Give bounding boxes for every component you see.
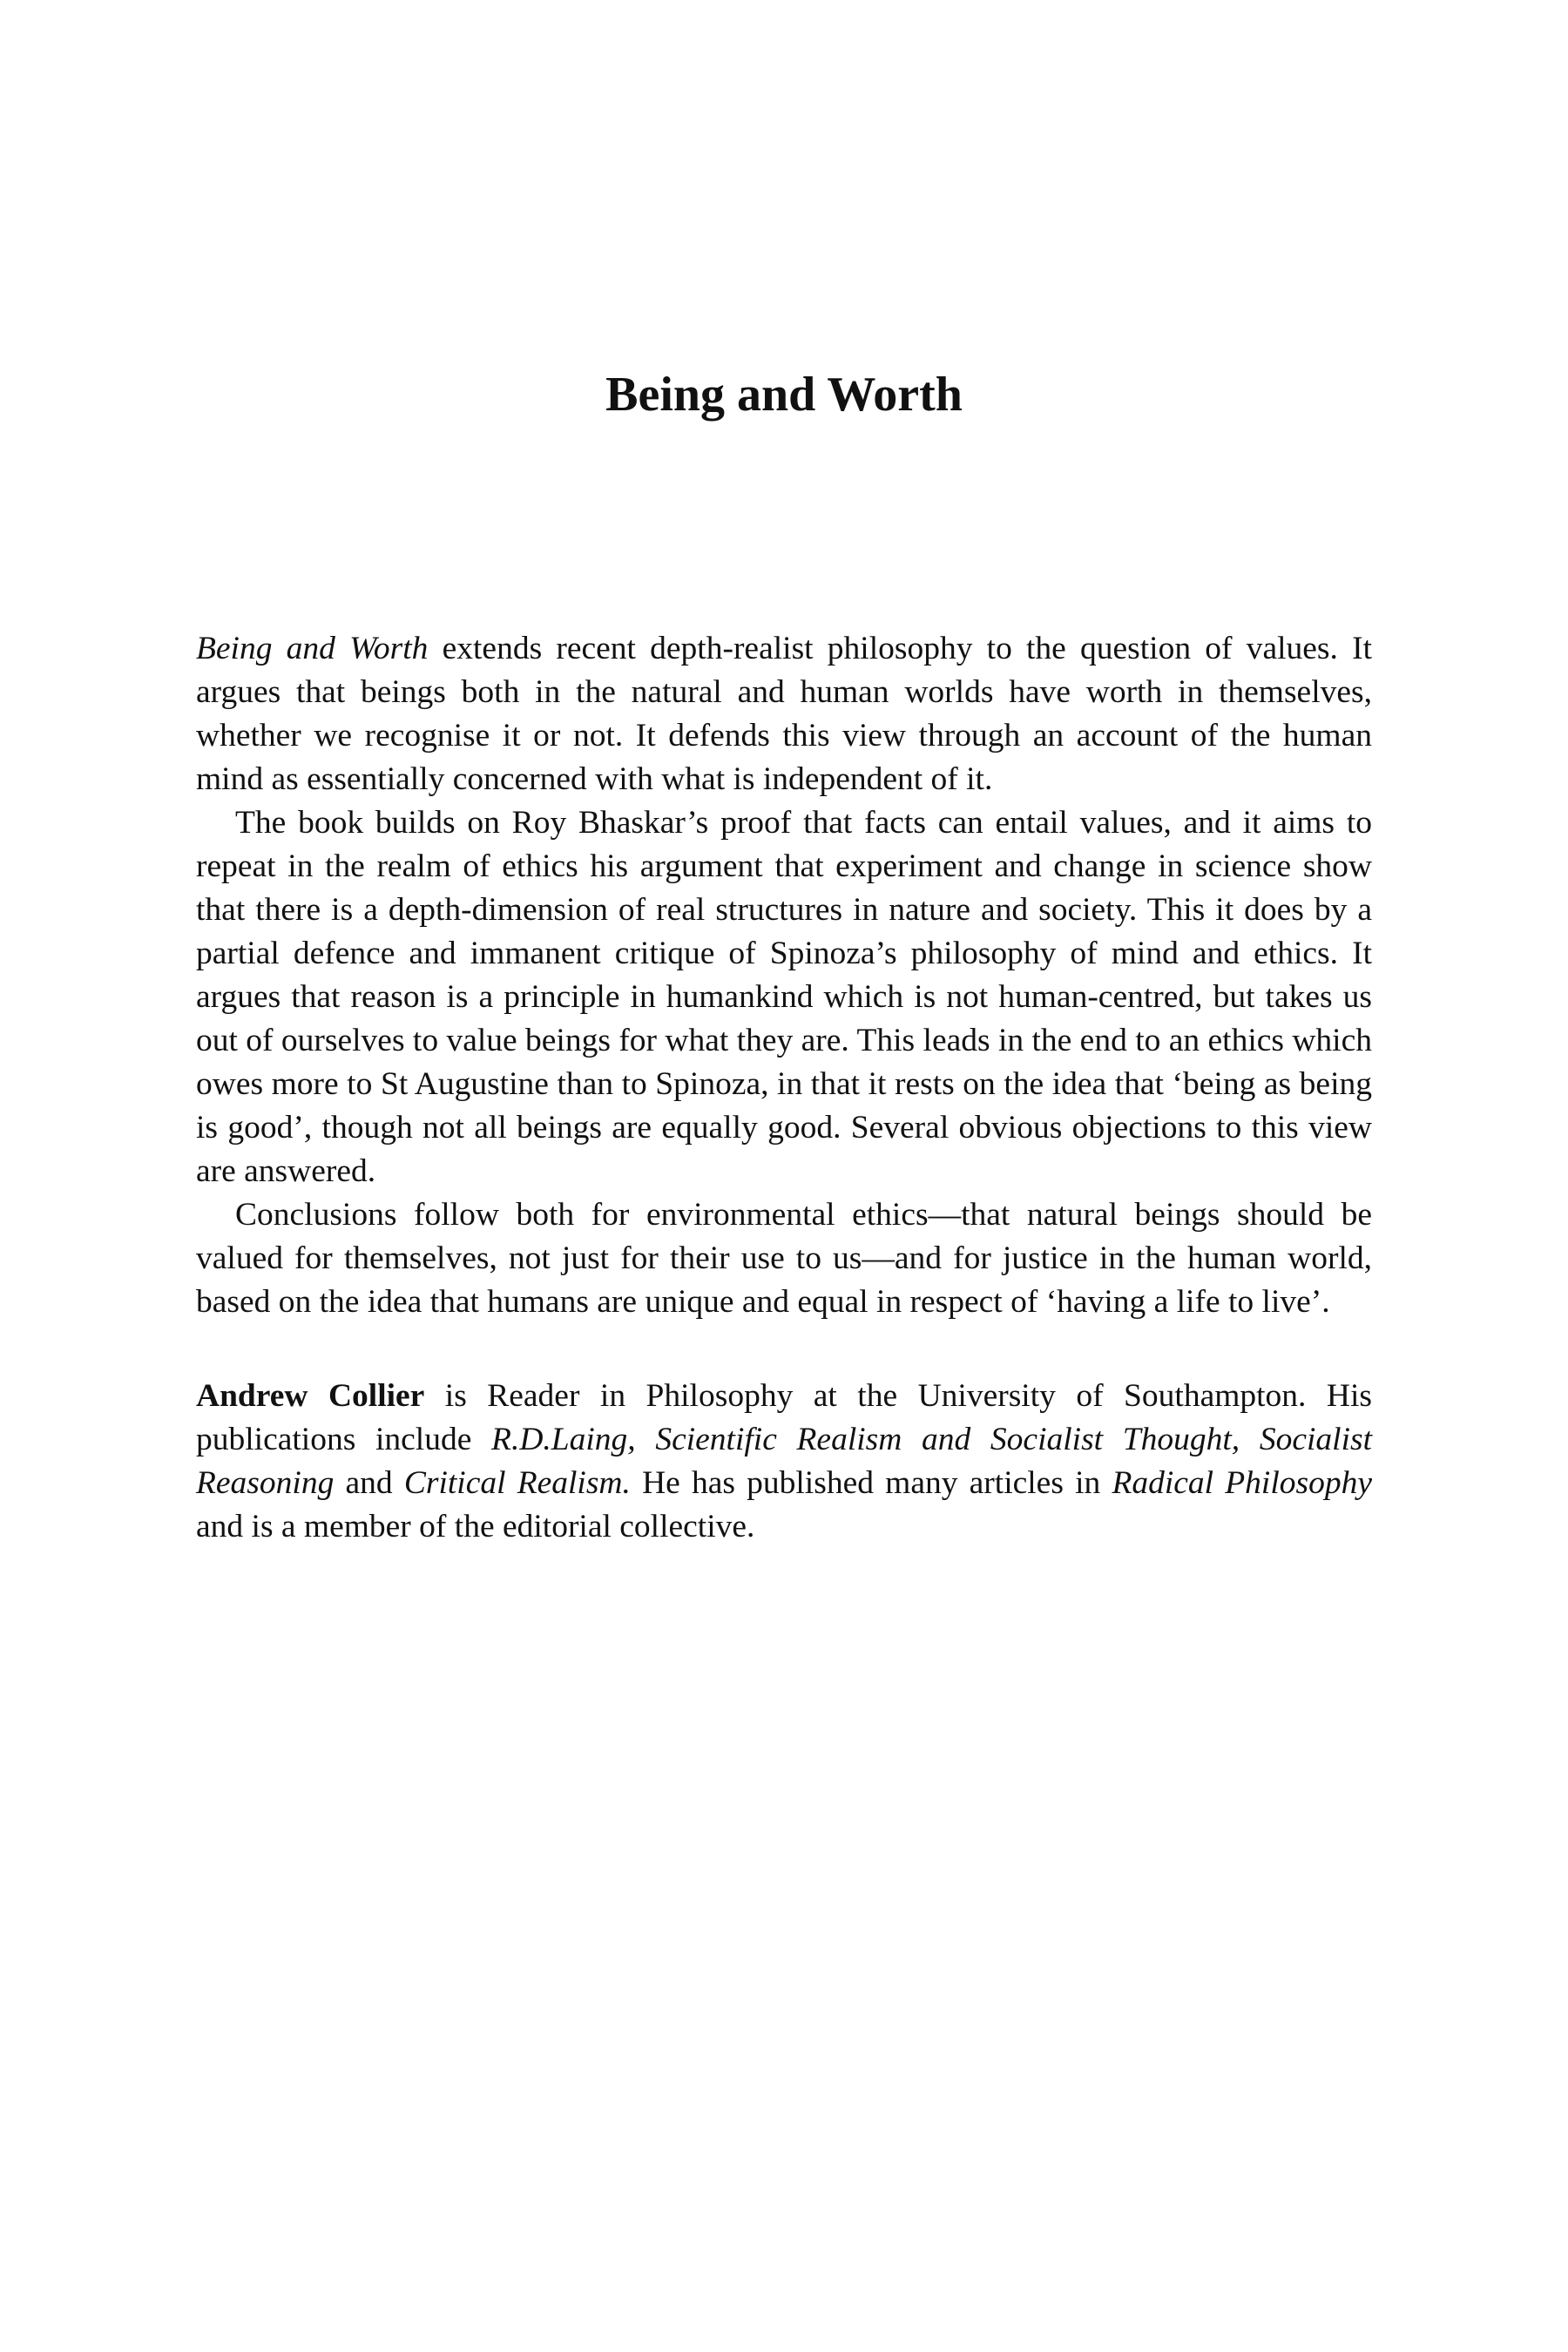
book-description bbox=[196, 627, 1372, 1549]
work-title-2: Socialist Reasoning bbox=[196, 1422, 1373, 1501]
description-paragraph-2: The book builds on Roy Bhaskar’s proof that facts can entail values, and it aims to repeat in the realm of ethics his argument that experiment and change in science show that there is a depth-dimension of real structures in nature and society. This it does by a partial defence and immanent critique of Spinoza’s philosophy of mind and ethics. It argues that reason is a principle in humankind which is not human-centred, but takes us out of ourselves to value beings for what they are. This leads in the end to an ethics which owes more to St Augustine than to Spinoza, in that it rests on the idea that ‘being as being is good’, though not all beings are equally good. Several obvious objections to this view are answered. bbox=[196, 805, 1372, 1189]
page-title: Being and Worth bbox=[605, 368, 963, 422]
author-bio-text-2: He has published many articles in bbox=[630, 1465, 1112, 1501]
work-title-3: Critical Realism. bbox=[403, 1465, 631, 1501]
work-title-1: R.D.Laing, Scientific Realism and Socialist Thought, bbox=[491, 1422, 1240, 1457]
author-name: Andrew Collier bbox=[196, 1378, 425, 1414]
description-paragraph-1 bbox=[196, 627, 1372, 801]
author-bio bbox=[196, 1375, 1372, 1549]
author-bio-text-3: and is a member of the editorial collective. bbox=[196, 1509, 755, 1544]
book-title-italic: Being and Worth bbox=[196, 631, 429, 666]
author-bio-text-1: is Reader in Philosophy at the University of Southampton. His publications include bbox=[196, 1378, 1372, 1457]
description-paragraph-1-text: extends recent depth-realist philosophy to the question of values. It argues that beings both in the natural and human worlds have worth in themselves, whether we recognise it or not. It defends this view through an account of the human mind as essentially concerned with what is independent of it. bbox=[196, 631, 1372, 797]
description-paragraph-3: Conclusions follow both for environmental ethics—that natural beings should be valued for themselves, not just for their use to us—and for justice in the human world, based on the idea that humans are unique and equal in respect of ‘having a life to live’. bbox=[196, 1197, 1372, 1320]
author-bio-sep-2: and bbox=[334, 1465, 404, 1501]
author-bio-sep-1 bbox=[1240, 1422, 1260, 1457]
journal-title: Radical Philosophy bbox=[1112, 1465, 1372, 1501]
